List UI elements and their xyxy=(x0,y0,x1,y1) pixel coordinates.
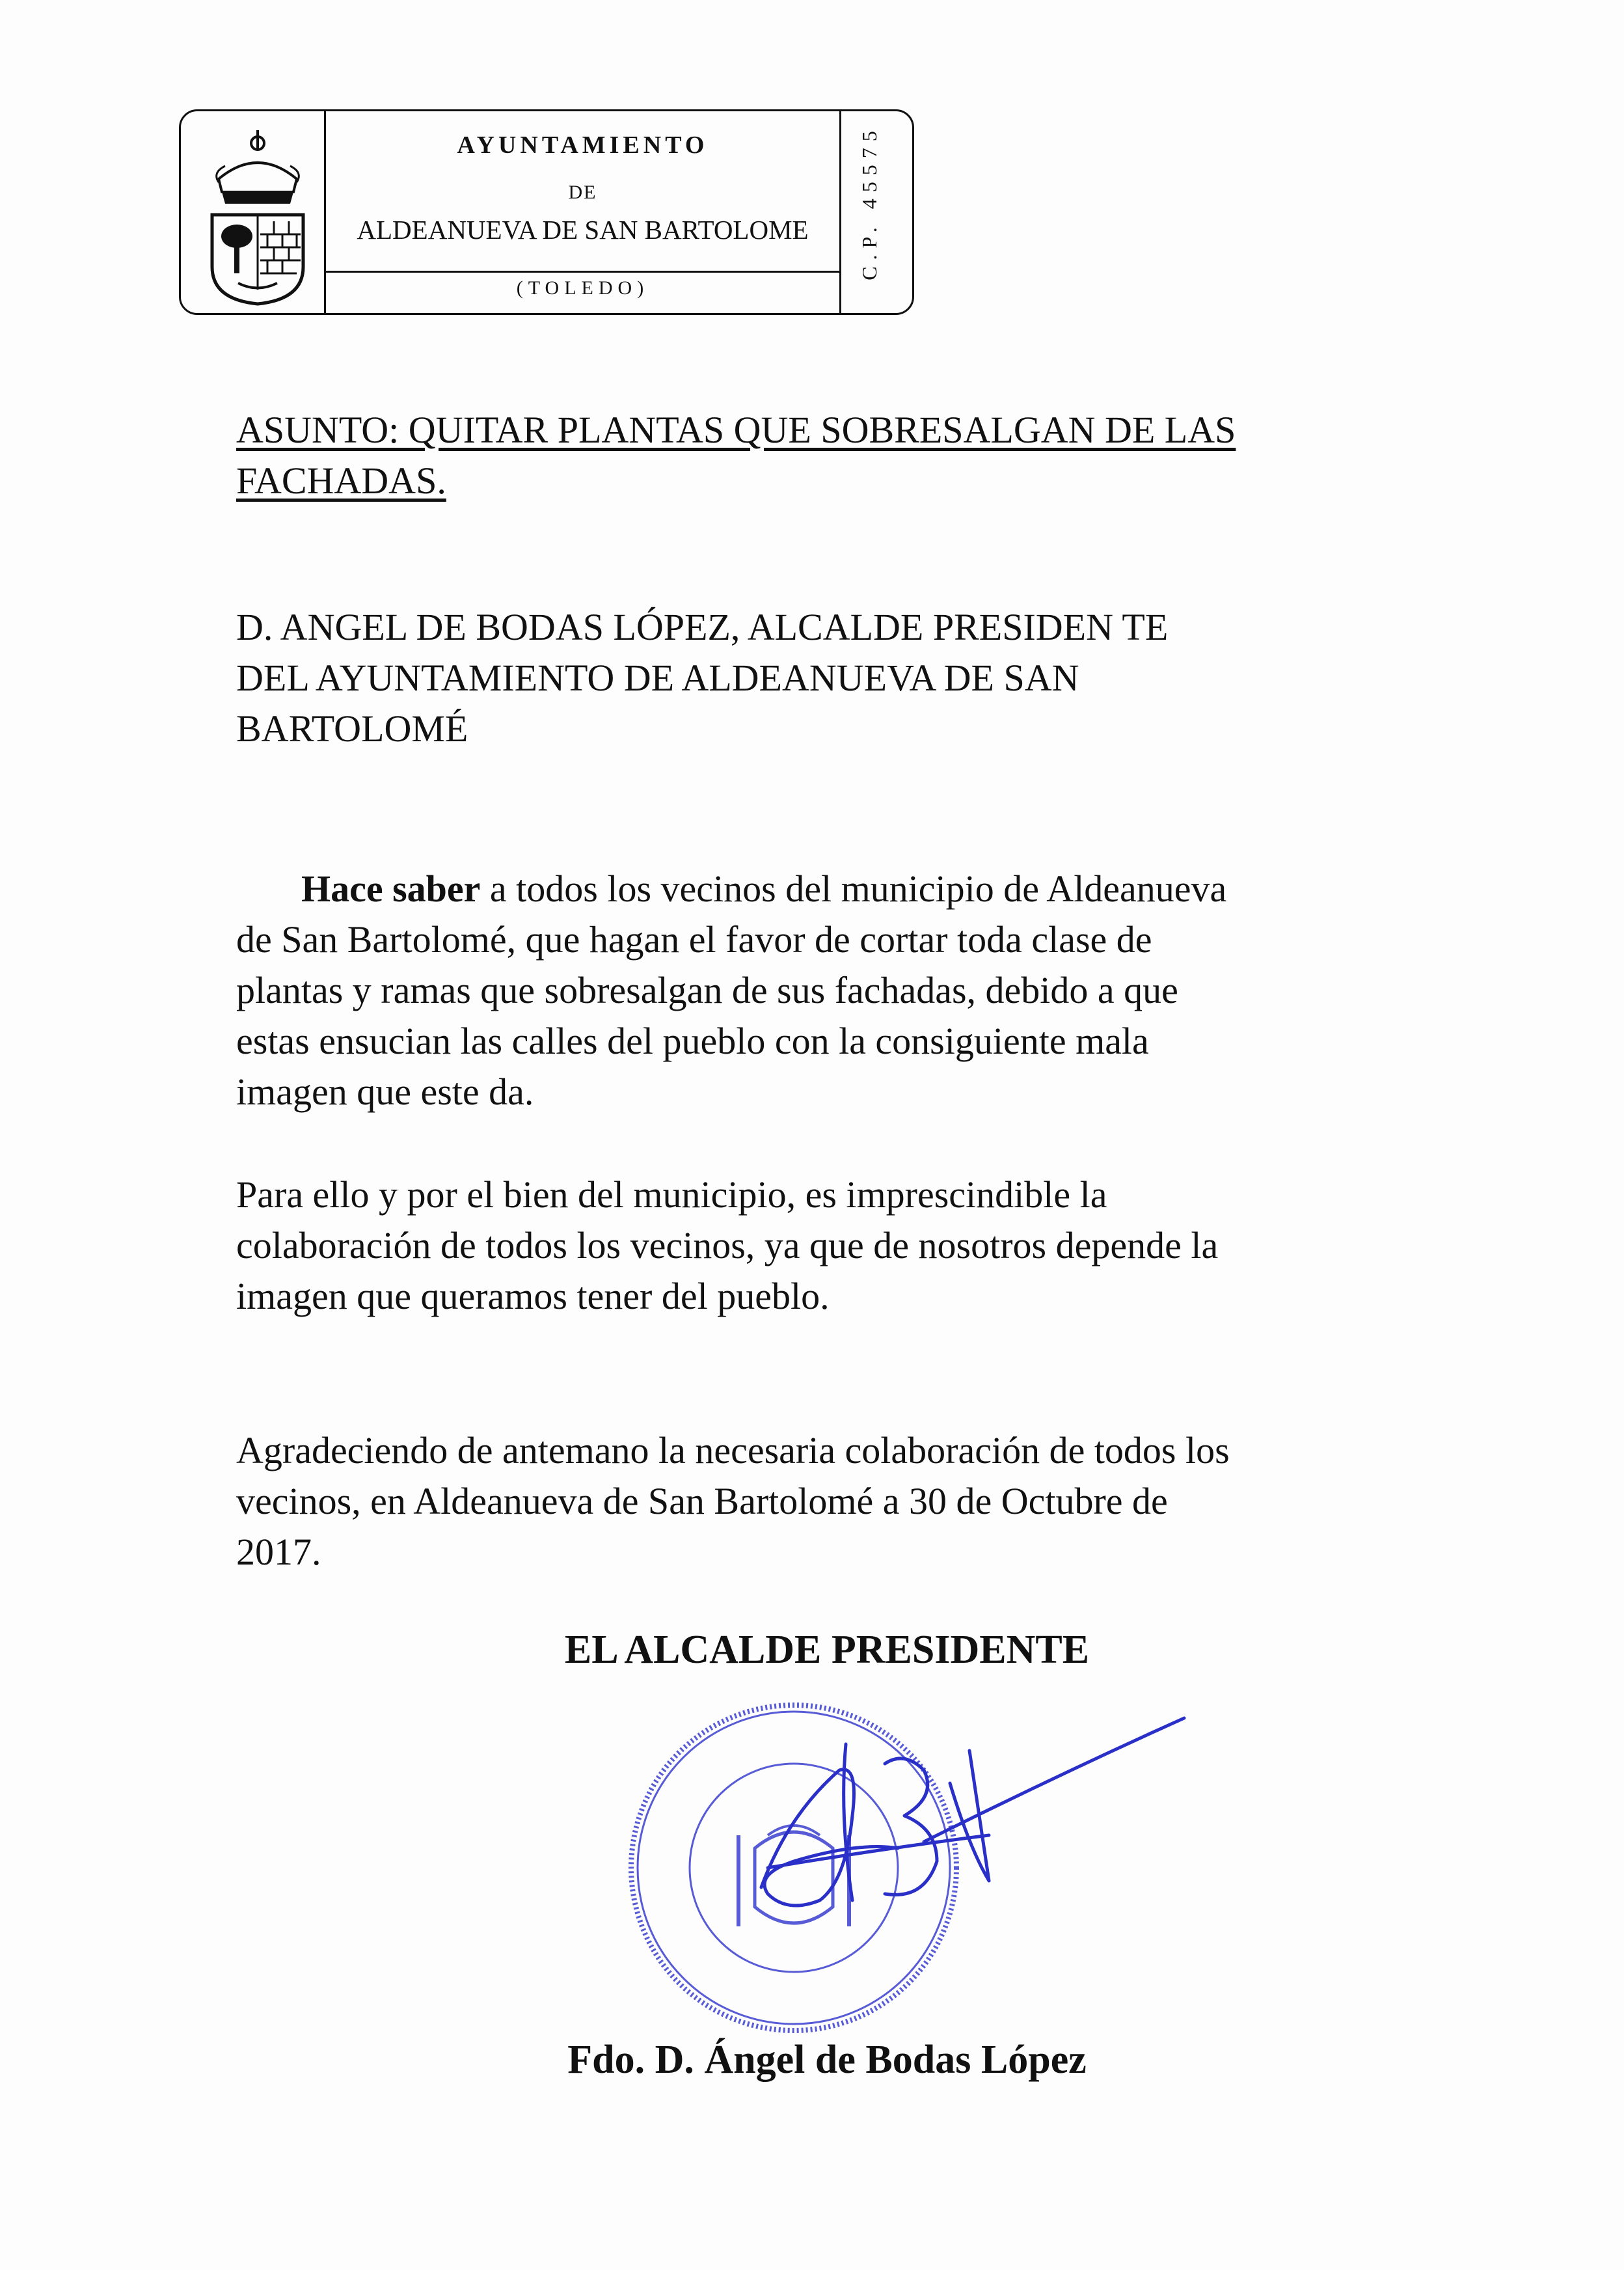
mayor-heading xyxy=(236,602,1427,754)
hace-saber-lead: Hace saber xyxy=(301,868,481,910)
heading-line-3: BARTOLOMÉ xyxy=(236,707,468,750)
letterhead-postal-code: C.P. 45575 xyxy=(858,124,881,280)
letterhead xyxy=(179,109,914,315)
body-paragraph-1 xyxy=(236,864,1427,1117)
letterhead-de: DE xyxy=(568,182,597,203)
paragraph1-line-3: plantas y ramas que sobresalgan de sus fachadas, debido a que xyxy=(236,969,1178,1011)
paragraph2-line-3: imagen que queramos tener del pueblo. xyxy=(236,1275,830,1317)
letterhead-town-name: ALDEANUEVA DE SAN BARTOLOME xyxy=(357,215,809,245)
signatory-title: EL ALCALDE PRESIDENTE xyxy=(564,1628,1090,1672)
letterhead-ayuntamiento: AYUNTAMIENTO xyxy=(457,131,709,159)
letterhead-divider-horizontal xyxy=(324,271,839,273)
paragraph2-line-2: colaboración de todos los vecinos, ya que de nosotros depende la xyxy=(236,1224,1219,1266)
body-paragraph-2 xyxy=(236,1169,1427,1322)
letterhead-province: (TOLEDO) xyxy=(516,277,649,299)
paragraph1-line-1 xyxy=(236,864,1427,914)
handwritten-signature-icon xyxy=(690,1686,1210,1946)
body-paragraph-3 xyxy=(236,1425,1427,1578)
subject-line-2: FACHADAS. xyxy=(236,459,446,502)
paragraph2-line-1: Para ello y por el bien del municipio, es imprescindible la xyxy=(236,1173,1107,1216)
paragraph3-line-2: vecinos, en Aldeanueva de San Bartolomé a 30 de Octubre de xyxy=(236,1480,1168,1522)
subject-line xyxy=(236,405,1427,506)
paragraph3-line-3: 2017. xyxy=(236,1531,321,1573)
paragraph3-line-1: Agradeciendo de antemano la necesaria colaboración de todos los xyxy=(236,1429,1230,1471)
paragraph1-line-4: estas ensucian las calles del pueblo con la consiguiente mala xyxy=(236,1020,1149,1062)
heading-line-1: D. ANGEL DE BODAS LÓPEZ, ALCALDE PRESIDEN TE xyxy=(236,606,1169,648)
subject-line-1: ASUNTO: QUITAR PLANTAS QUE SOBRESALGAN DE LAS xyxy=(236,409,1236,451)
signed-by: Fdo. D. Ángel de Bodas López xyxy=(567,2038,1087,2082)
paragraph1-line-2: de San Bartolomé, que hagan el favor de cortar toda clase de xyxy=(236,918,1152,961)
municipal-coat-of-arms-icon xyxy=(193,120,323,307)
heading-line-2: DEL AYUNTAMIENTO DE ALDEANUEVA DE SAN xyxy=(236,657,1079,699)
paragraph1-line-1-rest: a todos los vecinos del municipio de Aldeanueva xyxy=(480,868,1227,910)
letterhead-divider-right xyxy=(839,111,841,313)
paragraph1-line-5: imagen que este da. xyxy=(236,1071,534,1113)
